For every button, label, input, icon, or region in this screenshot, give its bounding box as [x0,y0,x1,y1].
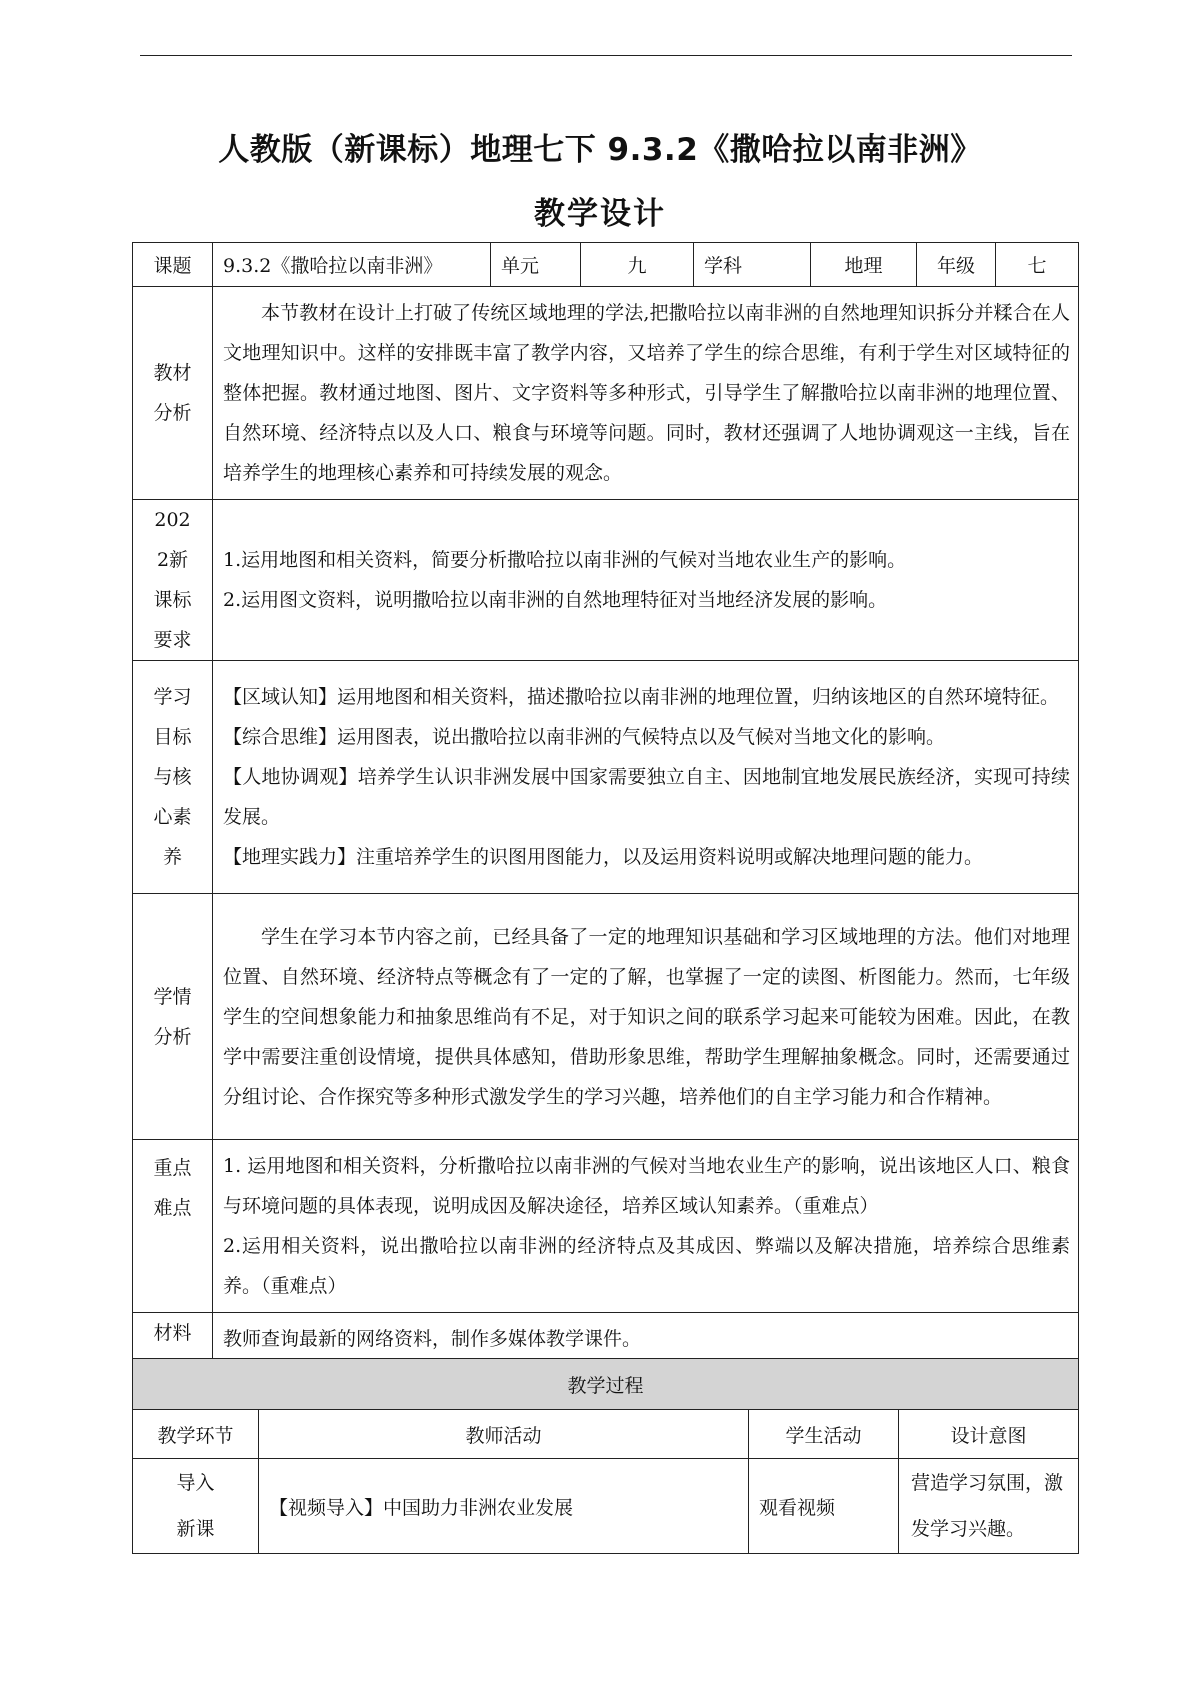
process-header-row [133,1410,1079,1459]
key-points-label: 重点难点 [133,1140,213,1313]
subject-label: 学科 [694,243,811,287]
unit-value: 九 [581,243,694,287]
grade-label: 年级 [917,243,996,287]
header-intent: 设计意图 [899,1410,1079,1459]
learner-analysis-row [133,894,1079,1140]
objectives-row [133,661,1079,894]
document-title: 人教版（新课标）地理七下 9.3.2《撒哈拉以南非洲》 [218,132,982,168]
key-point-item: 2.运用相关资料，说出撒哈拉以南非洲的经济特点及其成因、弊端以及解决措施，培养综合思维素养。（重难点） [223,1235,1070,1297]
subject-value: 地理 [811,243,917,287]
header-student: 学生活动 [749,1410,899,1459]
learner-analysis-label: 学情分析 [133,894,213,1140]
header-teacher: 教师活动 [259,1410,749,1459]
key-point-item: 1. 运用地图和相关资料，分析撒哈拉以南非洲的气候对当地农业生产的影响，说出该地区人口、粮食与环境问题的具体表现，说明成因及解决途径，培养区域认知素养。（重难点） [223,1155,1070,1217]
design-intent: 营造学习氛围，激发学习兴趣。 [899,1459,1079,1554]
curriculum-item: 2.运用图文资料，说明撒哈拉以南非洲的自然地理特征对当地经济发展的影响。 [223,589,888,611]
textbook-analysis-text: 本节教材在设计上打破了传统区域地理的学法,把撒哈拉以南非洲的自然地理知识拆分并糅合在人文地理知识中。这样的安排既丰富了教学内容，又培养了学生的综合思维，有利于学生对区域特征的整体把握。教材通过地图、图片、文字资料等多种形式，引导学生了解撒哈拉以南非洲的地理位置、自然环境、经济特点以及人口、粮食与环境等问题。同时，教材还强调了人地协调观这一主线，旨在培养学生的地理核心素养和可持续发展的观念。 [213,287,1079,500]
materials-text: 教师查询最新的网络资料，制作多媒体教学课件。 [213,1313,1079,1394]
teacher-activity: 【视频导入】中国助力非洲农业发展 [259,1459,749,1554]
lesson-info-table [132,242,1079,1394]
process-row [133,1459,1079,1554]
curriculum-item: 1.运用地图和相关资料，简要分析撒哈拉以南非洲的气候对当地农业生产的影响。 [223,549,907,571]
objective-item: 【地理实践力】注重培养学生的识图用图能力，以及运用资料说明或解决地理问题的能力。 [223,846,984,868]
unit-label: 单元 [491,243,581,287]
curriculum-standard-label: 2022新课标要求 [133,500,213,661]
stage-cell: 导入新课 [133,1459,259,1554]
textbook-analysis-row [133,287,1079,500]
objective-item: 【区域认知】运用地图和相关资料，描述撒哈拉以南非洲的地理位置，归纳该地区的自然环境特征。 [223,686,1060,708]
curriculum-standard-row [133,500,1079,661]
textbook-analysis-label: 教材分析 [133,287,213,500]
document-subtitle: 教学设计 [534,196,666,232]
process-title-row [133,1359,1079,1410]
curriculum-standard-list [213,500,1079,661]
lesson-value: 9.3.2《撒哈拉以南非洲》 [213,243,491,287]
key-points-list [213,1140,1079,1313]
student-activity: 观看视频 [749,1459,899,1554]
key-points-row [133,1140,1079,1313]
objective-item: 【人地协调观】培养学生认识非洲发展中国家需要独立自主、因地制宜地发展民族经济，实现可持续发展。 [223,766,1070,828]
teaching-process-table [132,1358,1079,1554]
header-rule [140,55,1072,56]
lesson-label: 课题 [133,243,213,287]
lesson-header-row [133,243,1079,287]
objectives-label: 学习目标与核心素养 [133,661,213,894]
learner-analysis-text: 学生在学习本节内容之前，已经具备了一定的地理知识基础和学习区域地理的方法。他们对地理位置、自然环境、经济特点等概念有了一定的了解，也掌握了一定的读图、析图能力。然而，七年级学生的空间想象能力和抽象思维尚有不足，对于知识之间的联系学习起来可能较为困难。因此，在教学中需要注重创设情境，提供具体感知，借助形象思维，帮助学生理解抽象概念。同时，还需要通过分组讨论、合作探究等多种形式激发学生的学习兴趣，培养他们的自主学习能力和合作精神。 [213,894,1079,1140]
objectives-list [213,661,1079,894]
materials-label: 材料 [133,1313,213,1394]
header-stage: 教学环节 [133,1410,259,1459]
grade-value: 七 [996,243,1079,287]
process-title: 教学过程 [133,1359,1079,1410]
objective-item: 【综合思维】运用图表，说出撒哈拉以南非洲的气候特点以及气候对当地文化的影响。 [223,726,946,748]
